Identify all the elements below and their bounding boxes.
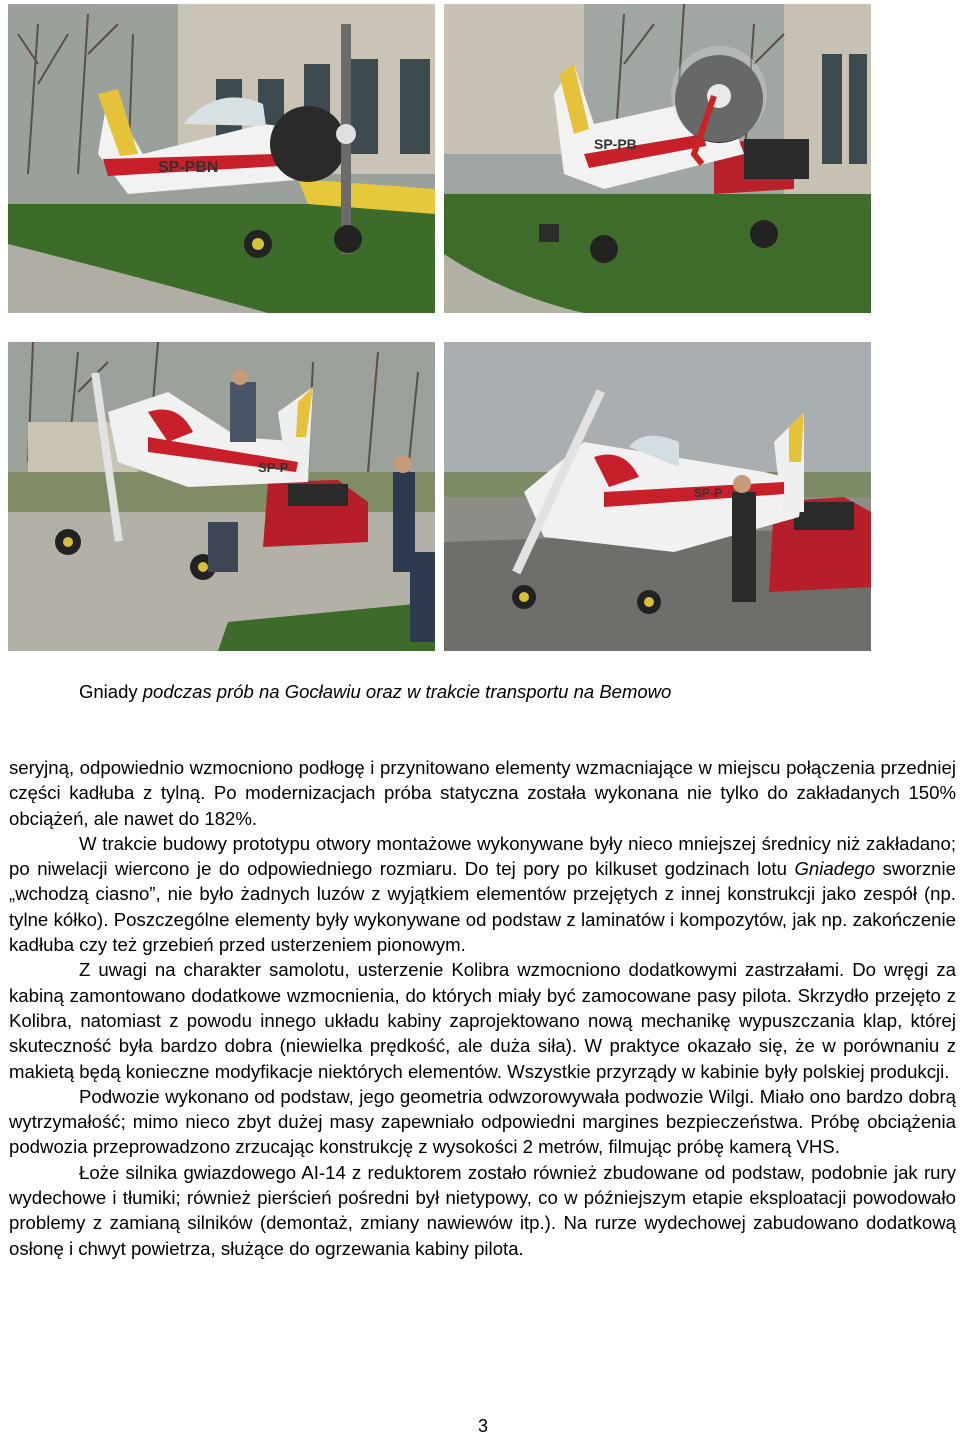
page-number: 3	[477, 1416, 488, 1436]
photo-transport-1	[8, 342, 435, 651]
registration-label-2: SP-PB	[594, 136, 637, 152]
paragraph-3: Z uwagi na charakter samolotu, usterzenie Kolibra wzmocniono dodatkowymi zastrzałami. Do wręgi za kabiną zamontowano dodatkowe wzmocnienia, do których miały być zamocowane pasy pilota. Skrzydło przejęto z Kolibra, natomiast z powodu innego układu kabiny zaprojektowano nową mechanikę wypuszczania klap, której skuteczność była bardzo dobra (niewielka prędkość, ale duża siła). W praktyce okazało się, że w porównaniu z makietą będą konieczne modyfikacje niektórych elementów. Wszystkie przyrządy w kabinie były polskiej produkcji.	[9, 959, 956, 1082]
paragraph-2-start: W trakcie budowy prototypu otwory montażowe wykonywane były nieco mniejszej średnicy niż zakładano; po niwelacji wiercono je do odpowiedniego rozmiaru. Do tej pory po kilkuset godzinach lotu	[9, 832, 956, 880]
paragraph-4: Podwozie wykonano od podstaw, jego geometria odwzorowywała podwozie Wilgi. Miało ono bardzo dobrą wytrzymałość; mimo nieco zbyt dużej masy zapewniało odpowiedni margines bezpieczeństwa. Próbę obciążenia podwozia przeprowadzono zrzucając konstrukcję z wysokości 2 metrów, filmując próbę kamerą VHS.	[9, 1085, 956, 1158]
registration-label-3: SP-P	[258, 460, 289, 475]
caption-text: Gniady	[79, 681, 143, 702]
photo-caption	[79, 681, 671, 703]
paragraph-2-end: sworznie „wchodzą ciasno”, nie było żadnych luzów z wyjątkiem elementów przejętych z innej konstrukcji jako zespół (np. tylne kółko). Poszczególne elementy były wykonywane od podstaw z laminatów i kompozytów, jak np. zakończenie kadłuba czy też grzebień przed usterzeniem pionowym.	[9, 858, 956, 956]
paragraph-2	[9, 831, 956, 957]
caption-italic-text: podczas prób na Gocławiu oraz w trakcie transportu na Bemowo	[142, 681, 672, 702]
registration-label-4: SP-P	[694, 486, 723, 500]
paragraph-2-italic: Gniadego	[794, 858, 876, 880]
photo-test-gocław-1	[8, 4, 435, 313]
photo-transport-2	[444, 342, 871, 651]
paragraph-5: Łoże silnika gwiazdowego AI-14 z reduktorem zostało również zbudowane od podstaw, podobnie jak rury wydechowe i tłumiki; również pierścień pośredni był nietypowy, co w późniejszym etapie eksploatacji powodowało problemy z zamianą silników (demontaż, zmiany nawiewów itp.). Na rurze wydechowej zabudowano dodatkową osłonę i chwyt powietrza, służące do ogrzewania kabiny pilota.	[9, 1161, 956, 1259]
paragraph-1: seryjną, odpowiednio wzmocniono podłogę i przynitowano elementy wzmacniające w miejscu połączenia przedniej części kadłuba z tylną. Po modernizacjach próba statyczna została wykonana nie tylko do zakładanych 150% obciążeń, ale nawet do 182%.	[9, 757, 956, 829]
registration-label: SP-PBN	[158, 159, 219, 176]
article-body	[9, 755, 956, 1261]
photo-test-gocław-2	[444, 4, 871, 313]
